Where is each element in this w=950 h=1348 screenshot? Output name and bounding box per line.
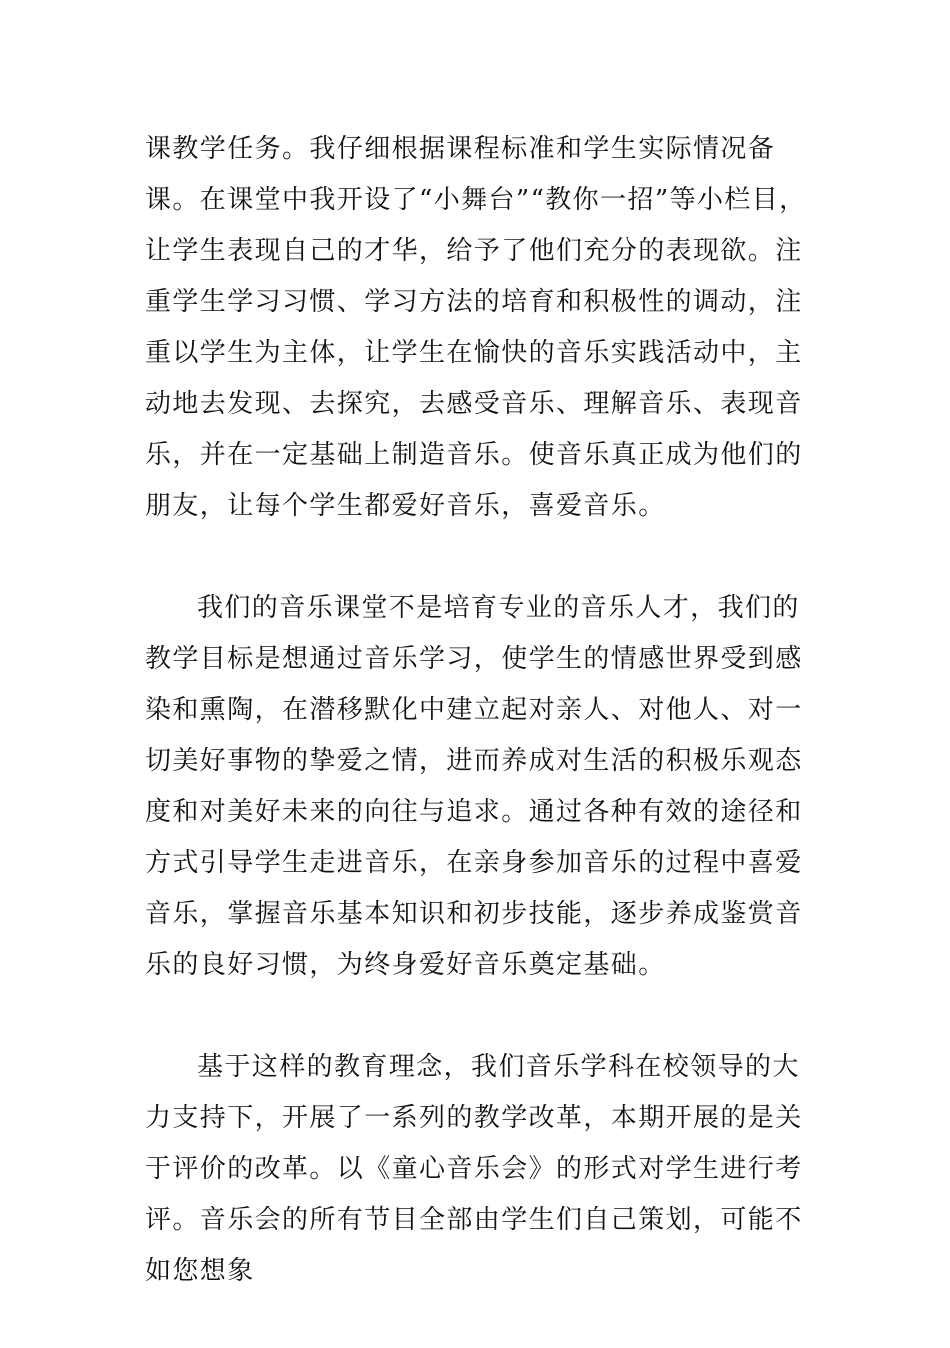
paragraph-1: 课教学任务。我仔细根据课程标准和学生实际情况备课。在课堂中我开设了“小舞台”“教你一招”等小栏目，让学生表现自己的才华，给予了他们充分的表现欲。注重学生学习习惯、学习方法的培育和积极性的调动，注重以学生为主体，让学生在愉快的音乐实践活动中，主动地去发现、去探究，去感受音乐、理解音乐、表现音乐，并在一定基础上制造音乐。使音乐真正成为他们的朋友，让每个学生都爱好音乐，喜爱音乐。 (145, 134, 807, 521)
paragraph-3: 基于这样的教育理念，我们音乐学科在校领导的大力支持下，开展了一系列的教学改革，本期开展的是关于评价的改革。以《童心音乐会》的形式对学生进行考评。音乐会的所有节目全部由学生们自己策划，可能不如您想象 (145, 1052, 803, 1286)
paragraph-2: 我们的音乐课堂不是培育专业的音乐人才，我们的教学目标是想通过音乐学习，使学生的情感世界受到感染和熏陶，在潜移默化中建立起对亲人、对他人、对一切美好事物的挚爱之情，进而养成对生活的积极乐观态度和对美好未来的向往与追求。通过各种有效的途径和方式引导学生走进音乐，在亲身参加音乐的过程中喜爱音乐，掌握音乐基本知识和初步技能，逐步养成鉴赏音乐的良好习惯，为终身爱好音乐奠定基础。 (145, 593, 803, 980)
document-body (145, 124, 810, 1348)
